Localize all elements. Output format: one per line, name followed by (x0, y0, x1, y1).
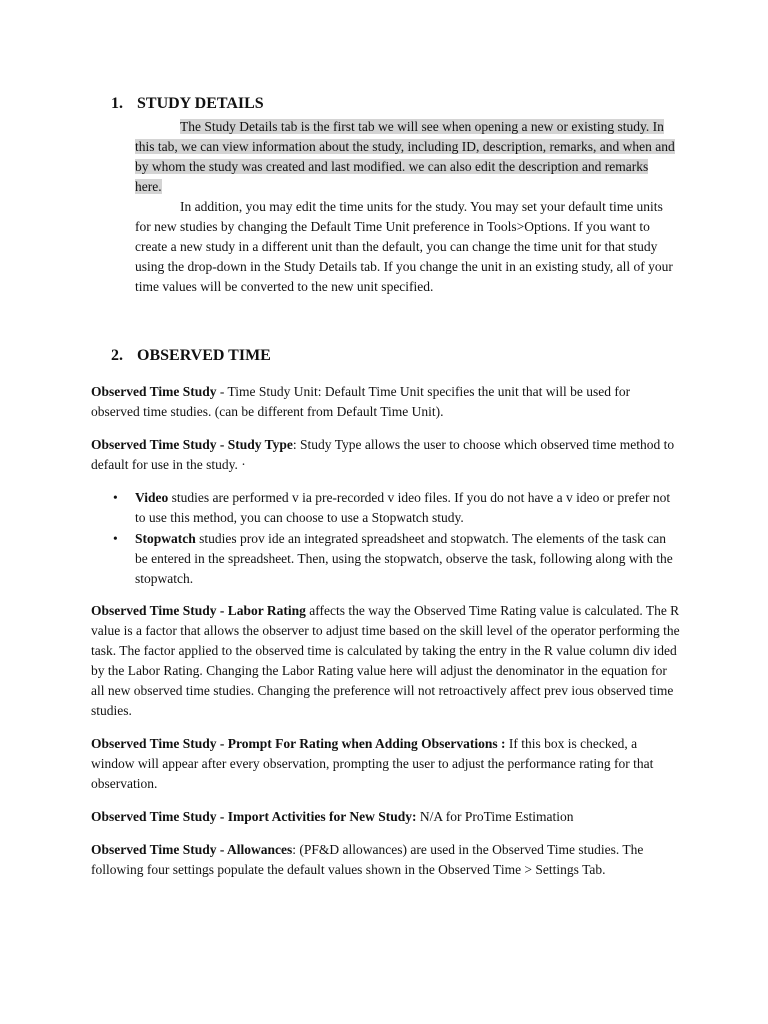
list-item-text: studies are performed v ia pre-recorded v ideo files. If you do not have a v ideo or prefer not to use this method, you can choose to use a Stopwatch study. (135, 490, 671, 525)
paragraph-allowances (91, 840, 681, 880)
bullet-list (91, 488, 681, 589)
section-heading-observed-time (111, 346, 271, 366)
section-number: 2. (111, 347, 123, 364)
list-item-label: Video (135, 490, 169, 505)
list-item (91, 488, 681, 528)
paragraph-text: In addition, you may edit the time units for the study. You may set your default time units for new studies by changing the Default Time Unit preference in Tools>Options. If you want to create a new study in a different unit than the default, you can change the time unit for that study using the drop-down in the Study Details tab. If you change the unit in an existing study, all of your time values will be converted to the new unit specified. (135, 199, 673, 294)
paragraph-label: Observed Time Study - Labor Rating (91, 603, 306, 618)
paragraph-label: Observed Time Study - Prompt For Rating when Adding Observations : (91, 736, 506, 751)
bullet-icon: • (113, 490, 118, 505)
list-item-text: studies prov ide an integrated spreadsheet and stopwatch. The elements of the task can be entered in the spreadsheet. Then, using the stopwatch, observe the task, following along with the stopwatch. (135, 531, 673, 586)
paragraph-text: - Time Study Unit: Default Time Unit specifies the unit that will be used for observed time studies. (can be different from Default Time Unit). (91, 384, 631, 419)
section-number: 1. (111, 95, 123, 112)
paragraph-label: Observed Time Study - Study Type (91, 437, 293, 452)
highlighted-paragraph (135, 117, 677, 197)
paragraph-labor-rating (91, 601, 681, 721)
paragraph-prompt-for-rating (91, 734, 681, 794)
paragraph-label: Observed Time Study (91, 384, 217, 399)
paragraph-label: Observed Time Study - Allowances (91, 842, 293, 857)
paragraph-text: If this box is checked, a window will appear after every observation, prompting the user to adjust the performance rating for that observation. (91, 736, 654, 791)
bullet-icon: • (113, 531, 118, 546)
paragraph-import-activities (91, 807, 681, 827)
observed-time-body (91, 382, 681, 893)
paragraph-text: : (PF&D allowances) are used in the Observed Time studies. The following four settings populate the default values shown in the Observed Time > Settings Tab. (91, 842, 644, 877)
paragraph-time-study-unit (91, 382, 681, 422)
section-title: STUDY DETAILS (137, 95, 264, 112)
paragraph-text: affects the way the Observed Time Rating value is calculated. The R value is a factor that allows the observer to adjust time based on the skill level of the operator performing the task. The factor applied to the observed time is calculated by taking the entry in the R value column div ided by the Labor Rating. Changing the Labor Rating value here will adjust the denominator in the equation for all new observed time studies. Changing the preference will not retroactively affect prev ious observed time studies. (91, 603, 680, 718)
paragraph (135, 197, 677, 297)
section-heading-study-details (111, 94, 264, 114)
paragraph-label: Observed Time Study - Import Activities for New Study: (91, 809, 417, 824)
paragraph-study-type (91, 435, 681, 475)
list-item (91, 529, 681, 589)
list-item-label: Stopwatch (135, 531, 196, 546)
study-details-body (135, 117, 677, 297)
paragraph-text: N/A for ProTime Estimation (416, 809, 574, 824)
highlighted-text: The Study Details tab is the first tab we will see when opening a new or existing study. In this tab, we can view information about the study, including ID, description, remarks, and when and by whom the study was created and last modified. we can also edit the description and remarks here. (135, 119, 675, 194)
section-title: OBSERVED TIME (137, 347, 271, 364)
paragraph-text: : Study Type allows the user to choose which observed time method to default for use in the study. · (91, 437, 675, 472)
